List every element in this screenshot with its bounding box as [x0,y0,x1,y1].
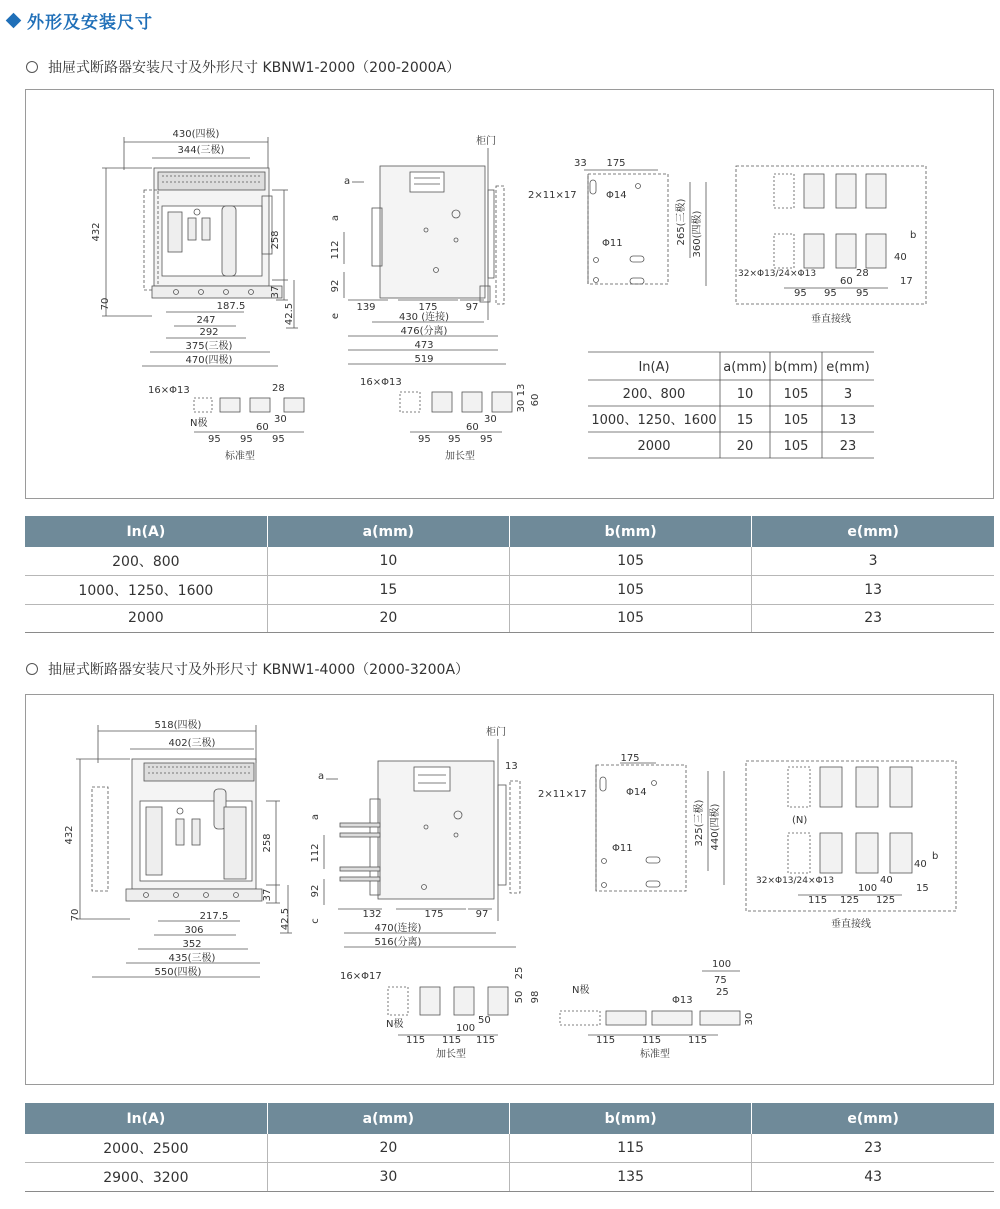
s1-standard-dim-0: 28 [272,383,285,394]
header-b: b(mm) [510,1103,752,1134]
section1-diagram [25,89,994,499]
table-cell: 105 [510,576,752,605]
s1-side-dim-left-4: e [330,312,341,320]
s2-mount-dim-5: 440(四极) [710,803,721,851]
s1-front-dim-right-2: 42.5 [284,302,295,326]
s1-side-dim-bottom-3: 430 (连接) [398,312,450,323]
s1-mount-dim-3: Φ14 [606,190,627,201]
s1-side-dim-bottom-2: 97 [465,302,479,313]
table-row [25,604,994,633]
table-cell: 13 [752,576,994,605]
s1-standard-caption: 标准型 [225,451,255,462]
s1-inner-cell: 1000、1250、1600 [591,413,717,428]
table-header-row [25,516,994,547]
s1-front-dim-top-1: 344(三极) [177,145,225,156]
section2-spec-table [25,1103,994,1192]
s2-standard-dim-6: 115 [596,1035,616,1046]
s1-vertical-view [736,166,926,325]
s1-inner-cell: 20 [736,439,754,454]
s2-vertical-dim-1: 32×Φ13/24×Φ13 [756,876,835,886]
s1-mount-view [528,158,706,286]
s1-side-dim-bottom-4: 476(分离) [400,326,448,337]
s1-standard-holes: 16×Φ13 [148,385,190,396]
s2-vertical-dim-2: 40 [914,859,927,870]
section1-spec-table [25,516,994,633]
s2-front-dim-bottom-3: 435(三极) [168,953,216,964]
s1-extended-dim-2: 60 [530,393,541,407]
s2-side-dim-left-3: 92 [310,884,321,898]
header-a: a(mm) [267,516,509,547]
table-cell: 10 [267,547,509,576]
s2-front-view [64,718,292,978]
s1-standard-dim-1: N极 [190,418,208,429]
s2-extended-dim-8: 115 [476,1035,496,1046]
s2-vertical-caption: 垂直接线 [831,919,871,930]
s2-standard-view [560,959,755,1060]
s1-vertical-caption: 垂直接线 [811,314,851,325]
table-row [25,547,994,576]
s1-vertical-dim-4: 28 [856,268,869,279]
s2-mount-dim-4: 325(三极) [694,799,705,847]
s1-side-dim-bottom-5: 473 [414,340,434,351]
s1-inner-header-0: In(A) [638,360,670,375]
s1-side-dim-left-2: 112 [330,240,341,260]
s1-extended-dim-0: 13 [516,383,527,397]
s1-front-dim-bottom-2: 292 [199,327,219,338]
s1-extended-dim-1: 30 [516,399,527,413]
table-cell: 23 [752,1134,994,1163]
s2-side-dim-bottom-2: 97 [475,909,489,920]
table-cell: 200、800 [25,547,267,576]
s2-standard-dim-0: N极 [572,985,590,996]
s2-vertical-dim-4: 15 [916,883,929,894]
s2-front-dim-left-0: 432 [64,825,75,845]
s2-vertical-dim-7: 115 [808,895,828,906]
s2-mount-dim-3: Φ11 [612,843,633,854]
s1-front-dim-right-1: 37 [270,285,281,299]
s2-vertical-dim-3: b [932,851,939,862]
page-title: 外形及安装尺寸 [27,12,153,33]
s2-side-dim-left-2: 112 [310,843,321,863]
s1-side-dim-left-0: a [344,176,351,187]
s2-mount-dim-0: 175 [620,753,640,764]
s2-side-view [310,725,520,948]
section2-title: 抽屉式断路器安装尺寸及外形尺寸 KBNW1-4000（2000-3200A） [48,662,470,678]
s2-mount-dim-1: 2×11×17 [538,789,587,800]
s1-vertical-dim-1: 40 [894,252,907,263]
header-a: a(mm) [267,1103,509,1134]
s1-inner-table [588,352,874,458]
table-cell: 1000、1250、1600 [25,576,267,605]
s2-extended-holes: 16×Φ17 [340,971,382,982]
s1-side-view [330,134,506,365]
s1-inner-cell: 3 [843,387,853,402]
s2-side-dim-left-1: a [310,813,321,821]
s2-vertical-dim-8: 125 [840,895,860,906]
section1-subheading [26,57,460,77]
table-cell: 20 [267,1134,509,1163]
s1-extended-dim-4: 60 [466,422,479,433]
diamond-bullet-icon [6,12,22,28]
s1-inner-header-3: e(mm) [826,360,870,375]
s2-front-dim-top-1: 402(三极) [168,738,216,749]
s2-side-dim-bottom-1: 175 [424,909,444,920]
table-cell: 135 [510,1163,752,1192]
header-in: In(A) [25,1103,267,1134]
table-row [25,1163,994,1192]
s1-front-dim-left-0: 432 [91,222,102,242]
s2-front-dim-right-1: 37 [262,888,273,902]
table-cell: 3 [752,547,994,576]
s1-mount-dim-6: 360(四极) [692,210,703,258]
table-cell: 2900、3200 [25,1163,267,1192]
table-cell: 20 [267,604,509,633]
s1-inner-cell: 200、800 [622,387,686,402]
s2-side-dim-right-0: 13 [505,761,518,772]
s2-side-dim-bottom-0: 132 [362,909,382,920]
s2-front-dim-left-1: 70 [70,908,81,922]
s1-front-view [91,127,298,366]
s2-mount-view [538,753,724,891]
s1-mount-dim-5: 265(三极) [676,198,687,246]
s2-vertical-dim-9: 125 [876,895,896,906]
s2-front-dim-top-0: 518(四极) [154,720,202,731]
s1-standard-dim-2: 30 [274,414,287,425]
s1-mount-dim-1: 175 [606,158,626,169]
s1-inner-cell: 23 [839,439,857,454]
s2-extended-caption: 加长型 [436,1049,466,1060]
s1-extended-holes: 16×Φ13 [360,377,402,388]
s1-vertical-dim-5: 60 [840,276,853,287]
s2-side-cabinet-door: 柜门 [486,727,506,738]
circle-bullet-icon [26,663,38,675]
s2-front-dim-right-0: 258 [262,833,273,853]
table-cell: 30 [267,1163,509,1192]
s1-vertical-dim-3: 17 [900,276,913,287]
s1-front-dim-bottom-4: 470(四极) [185,355,233,366]
s1-mount-dim-0: 33 [574,158,587,169]
s1-vertical-dim-0: 32×Φ13/24×Φ13 [738,269,817,279]
s1-inner-cell: 2000 [637,439,671,454]
s2-vertical-view [746,761,956,930]
table-cell: 115 [510,1134,752,1163]
s1-vertical-dim-2: b [910,230,917,241]
s1-vertical-dim-8: 95 [856,288,869,299]
s2-side-dim-left-0: a [318,771,325,782]
header-in: In(A) [25,516,267,547]
s1-inner-cell: 105 [783,439,809,454]
s1-standard-view [148,383,304,462]
s2-standard-dim-1: 100 [712,959,732,970]
s2-front-dim-right-2: 42.5 [280,907,291,931]
s1-mount-dim-2: 2×11×17 [528,190,577,201]
s1-side-dim-bottom-1: 175 [418,302,438,313]
table-cell: 2000、2500 [25,1134,267,1163]
s1-inner-cell: 13 [839,413,857,428]
s1-extended-dim-7: 95 [480,434,493,445]
s1-front-dim-bottom-3: 375(三极) [185,341,233,352]
s2-vertical-dim-5: 40 [880,875,893,886]
table-cell: 2000 [25,604,267,633]
table-row [25,576,994,605]
s2-extended-dim-1: 50 [514,990,525,1004]
s2-extended-dim-3: N极 [386,1019,404,1030]
s1-standard-dim-3: 60 [256,422,269,433]
s2-extended-dim-7: 115 [442,1035,462,1046]
page-heading [6,8,153,32]
s1-inner-header-2: b(mm) [774,360,818,375]
s1-side-dim-left-3: 92 [330,279,341,293]
s1-side-cabinet-door: 柜门 [476,136,496,147]
s1-mount-dim-4: Φ11 [602,238,623,249]
s1-inner-cell: 105 [783,413,809,428]
s2-extended-dim-5: 100 [456,1023,476,1034]
section1-title: 抽屉式断路器安装尺寸及外形尺寸 KBNW1-2000（200-2000A） [48,60,461,76]
s2-extended-dim-0: 25 [514,966,525,980]
section2-diagram [25,694,994,1085]
s2-extended-view [340,967,541,1060]
s1-standard-dim-6: 95 [272,434,285,445]
s1-extended-dim-5: 95 [418,434,431,445]
s2-standard-dim-4: Φ13 [672,995,693,1006]
section2-subheading [26,659,469,679]
s1-standard-dim-5: 95 [240,434,253,445]
table-cell: 43 [752,1163,994,1192]
s1-side-dim-bottom-0: 139 [356,302,376,313]
s2-front-dim-bottom-4: 550(四极) [154,967,202,978]
s1-extended-view [360,377,541,462]
table-row [25,1134,994,1163]
s2-standard-dim-5: 30 [744,1012,755,1026]
s1-inner-cell: 10 [736,387,754,402]
s2-front-dim-bottom-0: 217.5 [199,911,229,922]
s2-standard-dim-8: 115 [688,1035,708,1046]
s2-standard-dim-2: 75 [714,975,727,986]
s2-front-dim-bottom-1: 306 [184,925,204,936]
s2-vertical-dim-0: (N) [792,815,808,826]
s1-vertical-dim-7: 95 [824,288,837,299]
s2-vertical-dim-6: 100 [858,883,878,894]
s1-inner-cell: 105 [783,387,809,402]
header-e: e(mm) [752,1103,994,1134]
s2-standard-caption: 标准型 [640,1049,670,1060]
s2-standard-dim-7: 115 [642,1035,662,1046]
s1-front-dim-right-0: 258 [270,230,281,250]
s1-inner-cell: 15 [736,413,754,428]
circle-bullet-icon [26,61,38,73]
table-cell: 15 [267,576,509,605]
s1-extended-caption: 加长型 [445,451,475,462]
s1-front-dim-top-0: 430(四极) [172,129,220,140]
s1-inner-header-1: a(mm) [723,360,767,375]
s1-extended-dim-6: 95 [448,434,461,445]
s1-vertical-dim-6: 95 [794,288,807,299]
s2-side-dim-left-4: c [310,918,321,924]
s2-mount-dim-2: Φ14 [626,787,647,798]
table-cell: 23 [752,604,994,633]
table-header-row [25,1103,994,1134]
s2-side-dim-bottom-4: 516(分离) [374,937,422,948]
table-cell: 105 [510,547,752,576]
s2-extended-dim-6: 115 [406,1035,426,1046]
s1-side-dim-left-1: a [330,214,341,222]
table-cell: 105 [510,604,752,633]
s1-standard-dim-4: 95 [208,434,221,445]
s1-side-dim-bottom-6: 519 [414,354,434,365]
s2-side-dim-bottom-3: 470(连接) [374,923,422,934]
s2-extended-dim-2: 98 [530,990,541,1004]
s2-standard-dim-3: 25 [716,987,729,998]
header-b: b(mm) [510,516,752,547]
s1-front-dim-left-1: 70 [100,297,111,311]
s1-front-dim-bottom-1: 247 [196,315,216,326]
s1-extended-dim-3: 30 [484,414,497,425]
s2-extended-dim-4: 50 [478,1015,491,1026]
s2-front-dim-bottom-2: 352 [182,939,202,950]
s1-front-dim-bottom-0: 187.5 [216,301,246,312]
header-e: e(mm) [752,516,994,547]
